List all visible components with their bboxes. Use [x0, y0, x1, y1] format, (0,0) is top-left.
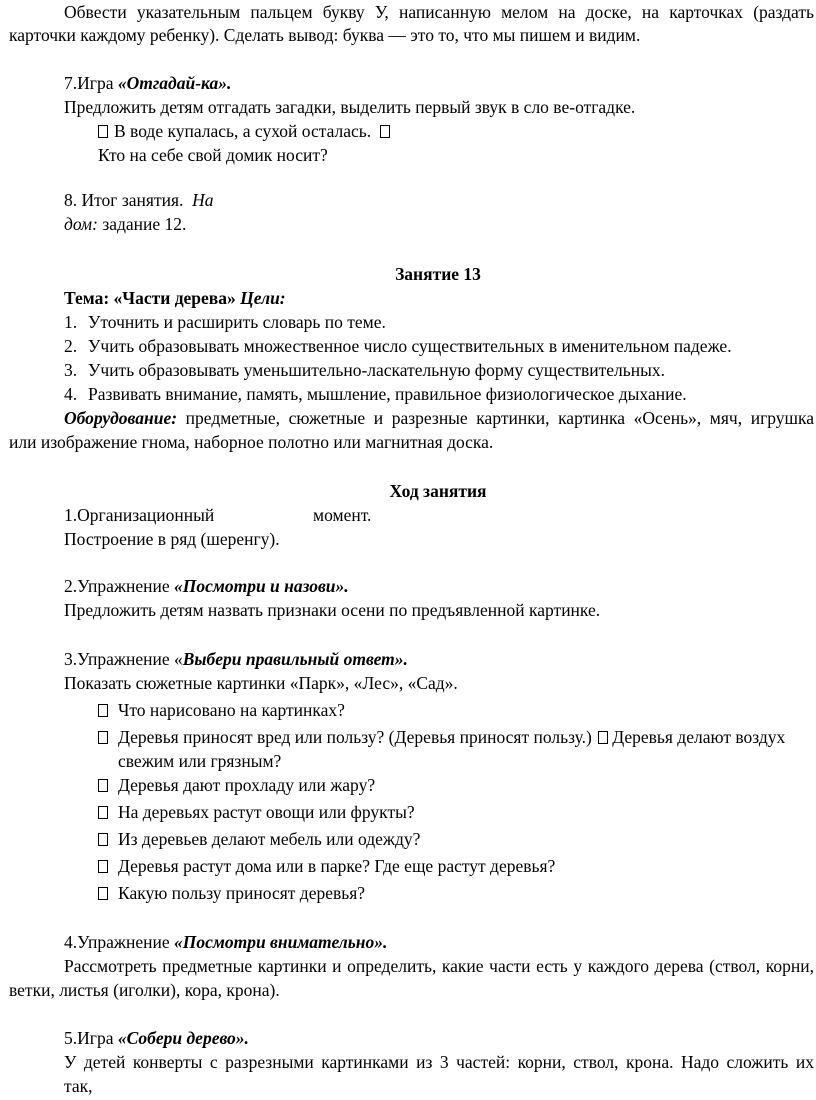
lesson-theme [64, 287, 286, 311]
section-3-title: Выбери правильный ответ». [182, 649, 408, 669]
section-8-homework-label-a: На [192, 190, 214, 210]
question-5: Из деревьев делают мебель или одежду? [118, 829, 421, 849]
intro-line-2: карточки каждому ребенку). Сделать вывод: буква — это то, что мы пишем и видим. [9, 25, 641, 45]
section-1-text: Построение в ряд (шеренгу). [64, 529, 280, 549]
equipment-line-1 [64, 407, 814, 431]
riddle-1 [98, 120, 396, 144]
question-6: Деревья растут дома или в парке? Где еще растут деревья? [118, 856, 556, 876]
section-5-prefix: 5.Игра [64, 1028, 118, 1048]
section-3-heading [64, 648, 408, 672]
bullet-box-icon [598, 731, 608, 744]
section-2-heading [64, 575, 349, 599]
section-8-homework: задание 12. [97, 214, 187, 234]
section-7-text: Предложить детям отгадать загадки, выделить первый звук в сло ве-отгадке. [64, 97, 636, 117]
riddle-1-text: В воде купалась, а сухой осталась. [114, 121, 372, 141]
goal-1-number: 1. [64, 312, 78, 332]
question-1: Что нарисовано на картинках? [118, 700, 345, 720]
question-2-continuation: свежим или грязным? [118, 751, 282, 771]
course-heading: Ход занятия [389, 481, 487, 501]
bullet-box-icon [98, 887, 108, 900]
section-3-text: Показать сюжетные картинки «Парк», «Лес», «Сад». [64, 673, 458, 693]
section-4-heading [64, 931, 387, 955]
bullet-box-icon [98, 860, 108, 873]
bullet-box-icon [98, 806, 108, 819]
section-8-line-1 [64, 189, 214, 213]
section-1-title-a: 1.Организационный [64, 505, 215, 525]
question-2-followup: Деревья делают воздух [612, 727, 786, 747]
section-7-prefix: 7.Игра [64, 73, 118, 93]
goal-2-text: Учить образовывать множественное число существительных в именительном падеже. [88, 336, 732, 356]
section-1-title-b: момент. [313, 505, 372, 525]
section-5-heading [64, 1027, 249, 1051]
theme-label: Тема: «Части дерева» [64, 288, 236, 308]
section-3-prefix: 3.Упражнение « [64, 649, 183, 669]
goal-4-text: Развивать внимание, память, мышление, правильное физиологическое дыхание. [88, 384, 687, 404]
lesson-heading: Занятие 13 [395, 264, 481, 284]
bullet-box-icon [98, 125, 108, 138]
section-7-heading [64, 72, 231, 96]
section-2-title: «Посмотри и назови». [173, 576, 349, 596]
section-4-prefix: 4.Упражнение [64, 932, 174, 952]
question-4: На деревьях растут овощи или фрукты? [118, 802, 415, 822]
goal-4-number: 4. [64, 384, 78, 404]
goals-label: Цели: [240, 288, 286, 308]
section-8-line-2 [64, 213, 186, 237]
goal-2-number: 2. [64, 336, 78, 356]
bullet-box-icon [98, 704, 108, 717]
equipment-text: предметные, сюжетные и разрезные картинки, картинка «Осень», мяч, игрушка [177, 408, 814, 428]
bullet-box-icon [98, 731, 108, 744]
question-7: Какую пользу приносят деревья? [118, 883, 366, 903]
section-2-text: Предложить детям назвать признаки осени по предъявленной картинке. [64, 600, 601, 620]
riddle-2: Кто на себе свой домик носит? [98, 145, 328, 165]
section-4-line-2: ветки, листья (иголки), кора, крона). [9, 980, 280, 1000]
goal-1-text: Уточнить и расширить словарь по теме. [88, 312, 386, 332]
equipment-line-2: или изображение гнома, наборное полотно или магнитная доска. [9, 432, 494, 452]
goal-3-number: 3. [64, 360, 78, 380]
section-5-line-1: У детей конверты с разрезными картинками из 3 частей: корни, ствол, крона. Надо сложить их [64, 1052, 814, 1072]
section-8-homework-label-b: дом: [64, 214, 98, 234]
section-4-line-1: Рассмотреть предметные картинки и определить, какие части есть у каждого дерева (ствол, корни, [64, 956, 814, 976]
equipment-label: Оборудование: [64, 408, 178, 428]
goal-3-text: Учить образовывать уменьшительно-ласкательную форму существительных. [88, 360, 665, 380]
section-2-prefix: 2.Упражнение [64, 576, 174, 596]
bullet-box-icon [98, 779, 108, 792]
question-3: Деревья дают прохладу или жару? [118, 775, 376, 795]
question-2-text: Деревья приносят вред или пользу? (Деревья приносят пользу.) [118, 727, 592, 747]
section-5-title: «Собери дерево». [117, 1028, 249, 1048]
intro-line-1: Обвести указательным пальцем букву У, написанную мелом на доске, на карточках (раздать [64, 2, 814, 22]
section-7-title: «Отгадай-ка». [117, 73, 232, 93]
section-4-title: «Посмотри внимательно». [173, 932, 388, 952]
question-2 [118, 726, 785, 750]
section-8-summary: 8. Итог занятия. [64, 190, 184, 210]
bullet-box-icon [380, 125, 390, 138]
section-5-line-2: так, [64, 1076, 93, 1096]
bullet-box-icon [98, 833, 108, 846]
